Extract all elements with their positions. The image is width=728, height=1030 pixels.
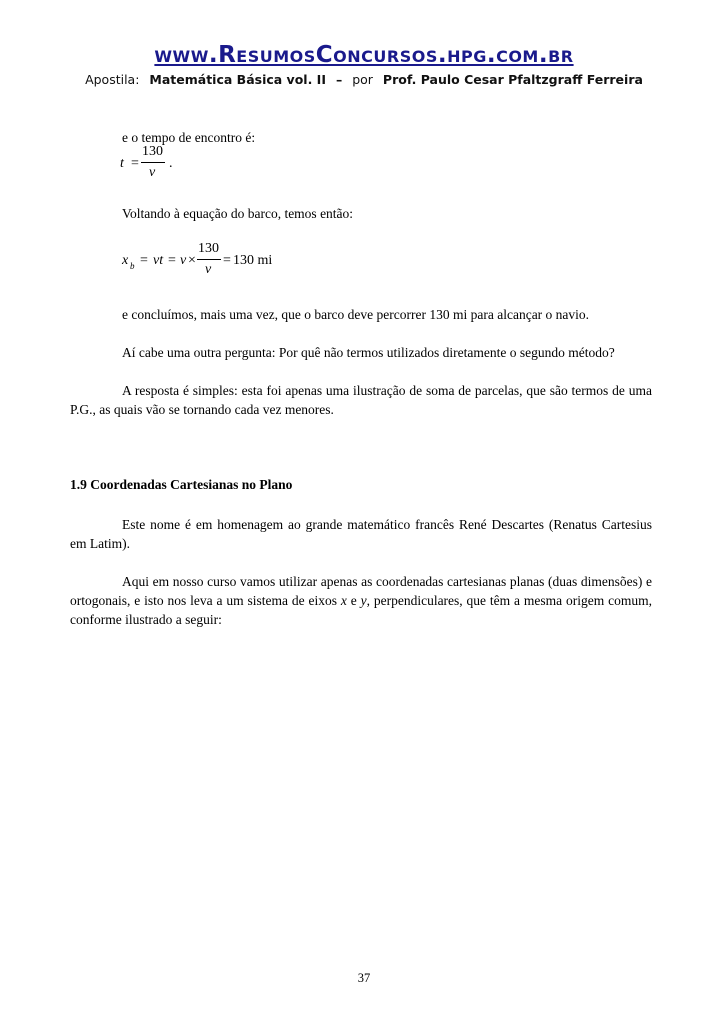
paragraph-concluimos-text: e concluímos, mais uma vez, que o barco deve percorrer 130 mi para alcançar o navio.	[122, 307, 590, 322]
paragraph-coordenadas	[70, 572, 652, 629]
paragraph-voltando	[70, 204, 652, 223]
eq2-subscript: b	[130, 261, 135, 271]
eq1-denominator: v	[149, 165, 156, 180]
eq2-fraction-line	[197, 259, 221, 260]
paragraph-coordenadas-text-e: e	[346, 593, 361, 608]
eq2-equals-3: =	[223, 253, 231, 268]
axis-x-label: x	[340, 593, 347, 608]
page-number: 37	[357, 971, 371, 985]
eq2-numerator: 130	[198, 241, 219, 256]
eq2-vt: vt	[153, 253, 164, 268]
paragraph-resposta-text: A resposta é simples: esta foi apenas uma ilustração de soma de parcelas, que são termos de uma P.G., as quais vão se tornando cada vez menores.	[70, 383, 652, 417]
apostila-title: Matemática Básica vol. II	[149, 72, 326, 87]
eq2-x: x	[122, 253, 129, 268]
paragraph-concluimos	[70, 305, 652, 324]
eq2-equals-2: =	[168, 253, 176, 268]
paragraph-coordenadas-text-b: , perpendiculares, que têm a mesma origem comum, conforme ilustrado a seguir:	[70, 593, 653, 627]
section-heading: 1.9 Coordenadas Cartesianas no Plano	[70, 477, 293, 492]
paragraph-pergunta-text: Aí cabe uma outra pergunta: Por quê não termos utilizados diretamente o segundo método?	[122, 345, 615, 360]
eq1-numerator: 130	[142, 144, 163, 159]
eq1-period: .	[169, 156, 173, 171]
paragraph-resposta	[70, 381, 652, 419]
eq2-v: v	[180, 253, 187, 268]
paragraph-coordenadas-text-a: Aqui em nosso curso vamos utilizar apenas as coordenadas cartesianas planas (duas dimensões) e ortogonais, e isto nos leva a um sistema de eixos	[70, 574, 652, 608]
eq1-equals: =	[131, 156, 139, 171]
eq2-equals-1: =	[140, 253, 148, 268]
paragraph-tempo-text: e o tempo de encontro é:	[122, 130, 256, 145]
eq1-lhs: t	[120, 156, 124, 171]
eq1-fraction-line	[141, 162, 165, 163]
eq2-result: 130 mi	[233, 253, 273, 268]
eq2-times: ×	[188, 253, 196, 268]
apostila-dash: –	[335, 72, 343, 87]
axis-y-label: y	[360, 593, 367, 608]
paragraph-descartes	[70, 515, 652, 553]
paragraph-descartes-text: Este nome é em homenagem ao grande matemático francês René Descartes (Renatus Cartesius em Latim).	[70, 517, 652, 551]
eq2-denominator: v	[205, 262, 212, 277]
apostila-label: Apostila:	[85, 72, 140, 87]
site-title[interactable]: www.ResumosConcursos.hpg.com.br	[154, 42, 574, 68]
apostila-author: Prof. Paulo Cesar Pfaltzgraff Ferreira	[382, 72, 643, 87]
paragraph-pergunta	[70, 343, 652, 362]
paragraph-voltando-text: Voltando à equação do barco, temos então:	[122, 206, 354, 221]
apostila-by: por	[352, 72, 373, 87]
apostila-line	[0, 72, 728, 87]
